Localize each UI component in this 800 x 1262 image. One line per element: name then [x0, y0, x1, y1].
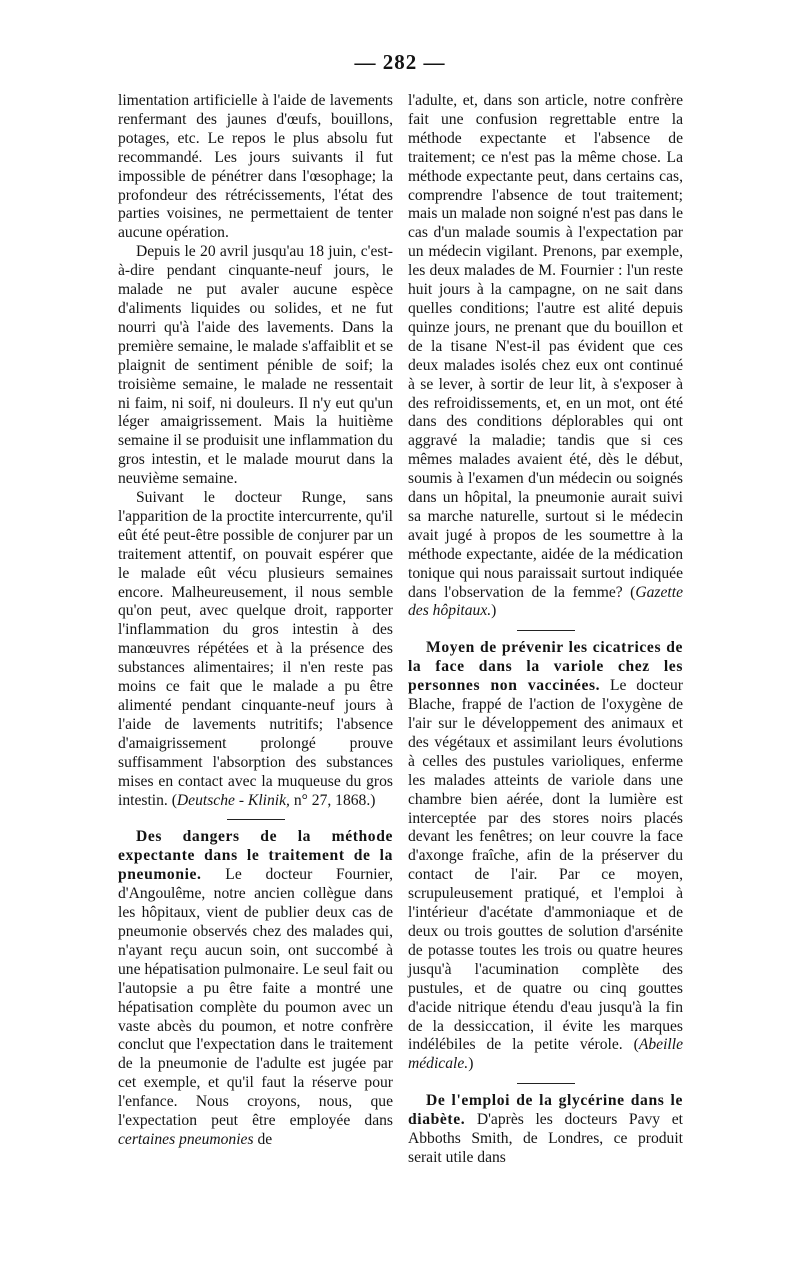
paragraph: [118, 489, 393, 810]
paragraph-text: ): [468, 1055, 474, 1073]
article-title: Moyen de prévenir les cicatrices de la face dans la variole chez les personnes non vaccinées.: [408, 639, 683, 695]
source-citation: Gazette des hôpitaux.: [408, 583, 683, 620]
section-divider: [227, 819, 285, 820]
page-number: — 282 —: [354, 50, 446, 74]
paragraph: limentation artificielle à l'aide de lavements renfermant des jaunes d'œufs, bouillons, potages, etc. Le repos le plus absolu fut recommandé. Les jours suivants il fut impossible de pénétrer dans l'œsophage; la profondeur des rétrécissements, l'état des parties voisines, ne permettaient de tenter aucune opération.: [118, 92, 393, 242]
article-title: Des dangers de la méthode expectante dans le traitement de la pneumonie.: [118, 828, 393, 884]
paragraph-text: Suivant le docteur Runge, sans l'apparition de la proctite intercurrente, qu'il eût été peut-être possible de conjurer par un traitement attentif, on pouvait espérer que le malade eût vécu plusieurs semaines encore. Malheureusement, il nous semble qu'on peut, avec quelque droit, rapporter l'inflammation du gros intestin à des manœuvres répétées et à la présence des substances alimentaires; il n'en reste pas moins ce fait que le malade a pu être alimenté pendant cinquante-neuf jours à l'aide de lavements nutritifs; l'absence d'amaigrissement prolongé prouve suffisamment l'absorption des substances mises en contact avec la muqueuse du gros intestin. (: [118, 489, 393, 809]
section-divider: [517, 1083, 575, 1084]
source-citation: Abeille médicale.: [408, 1036, 683, 1073]
paragraph: [408, 92, 683, 621]
paragraph-text: D'après les docteurs Pavy et Abboths Smith, de Londres, ce produit serait utile dans: [408, 1111, 683, 1166]
italic-text: certaines pneumonies: [118, 1130, 254, 1148]
paragraph: Depuis le 20 avril jusqu'au 18 juin, c'est-à-dire pendant cinquante-neuf jours, le malade ne put avaler aucune espèce d'aliments liquides ou solides, et ne fut nourri qu'à l'aide des lavements. Dans la première semaine, le malade s'affaiblit et se plaignit de sentiment pénible de soif; la troisième semaine, le malade ne ressentait ni faim, ni soif, ni douleurs. Il n'y eut qu'un léger amaigrissement. Mais la huitième semaine il se produisit une inflammation du gros intestin, et le malade mourut dans la neuvième semaine.: [118, 243, 393, 488]
article-title: De l'emploi de la glycérine dans le diabète.: [408, 1092, 683, 1129]
article-paragraph: [118, 828, 393, 1149]
paragraph-text: Le docteur Blache, frappé de l'action de l'oxygène de l'air sur le développement des animaux et des végétaux et assimilant leurs évolutions à celles des pustules varioliques, enferme les malades atteints de variole dans une chambre bien aérée, dont la lumière est interceptée par des stores noirs placés devant les fenêtres; on leur couvre la face d'axonge fraîche, afin de la préserver du contact de l'air. Par ce moyen, scrupuleusement pratiqué, et l'emploi à l'intérieur d'acétate d'ammoniaque et de deux ou trois gouttes de solution d'arsénite de potasse toutes les trois ou quatre heures jusqu'à l'acumination complète des pustules, et de quatre ou cinq gouttes d'acide nitrique étendu d'eau jusqu'à la fin de la dessiccation, il évite les marques indélébiles de la petite vérole. (: [408, 677, 683, 1054]
right-column: [408, 92, 683, 1168]
paragraph-text: l'adulte, et, dans son article, notre confrère fait une confusion regrettable entre la méthode expectante et l'absence de traitement; ce n'est pas la même chose. La méthode expectante peut, dans certains cas, comprendre l'absence de tout traitement; mais un malade non soigné n'est pas dans le cas d'un malade soumis à l'expectation par un médecin vigilant. Prenons, par exemple, les deux malades de M. Fournier : l'un reste huit jours à la campagne, on ne sait dans quelles conditions; l'autre est alité depuis quinze jours, ne prenant que du bouillon et de la tisane N'est-il pas évident que ces deux malades isolés chez eux ont continué à se lever, à sortir de leur lit, à s'exposer à des refroidissements, et, en un mot, ont été dans des conditions déplorables qui ont aggravé la maladie; tandis que si ces mêmes malades avaient été, dès le début, soumis à l'examen d'un médecin ou soignés dans un hôpital, la pneumonie aurait suivi sa marche naturelle, surtout si le médecin avait jugé à propos de les soumettre à la méthode expectante, aidée de la médication tonique qui nous paraissait surtout indiquée dans l'observation de la femme? (: [408, 92, 683, 601]
paragraph-text: de: [253, 1130, 273, 1148]
article-paragraph: [408, 639, 683, 1074]
paragraph-text: Le docteur Fournier, d'Angoulême, notre ancien collègue dans les hôpitaux, vient de publier deux cas de pneumonie observés chez des malades qui, n'ayant reçu aucun soin, ont succombé à une hépatisation pulmonaire. Le seul fait ou l'autopsie a pu être faite a montré une hépatisation complète du poumon avec un vaste abcès du poumon, et notre confrère conclut que l'expectation dans le traitement de la pneumonie de l'adulte est jugée par cet exemple, et qu'il faut la réserve pour l'enfance. Nous croyons, nous, que l'expectation peut être employée dans: [118, 866, 393, 1130]
paragraph-text: n° 27, 1868.): [289, 791, 376, 809]
paragraph-text: ): [491, 602, 497, 620]
left-column: [118, 92, 393, 1150]
article-paragraph: [408, 1092, 683, 1168]
section-divider: [517, 630, 575, 631]
source-citation: Deutsche - Klinik,: [176, 791, 290, 809]
